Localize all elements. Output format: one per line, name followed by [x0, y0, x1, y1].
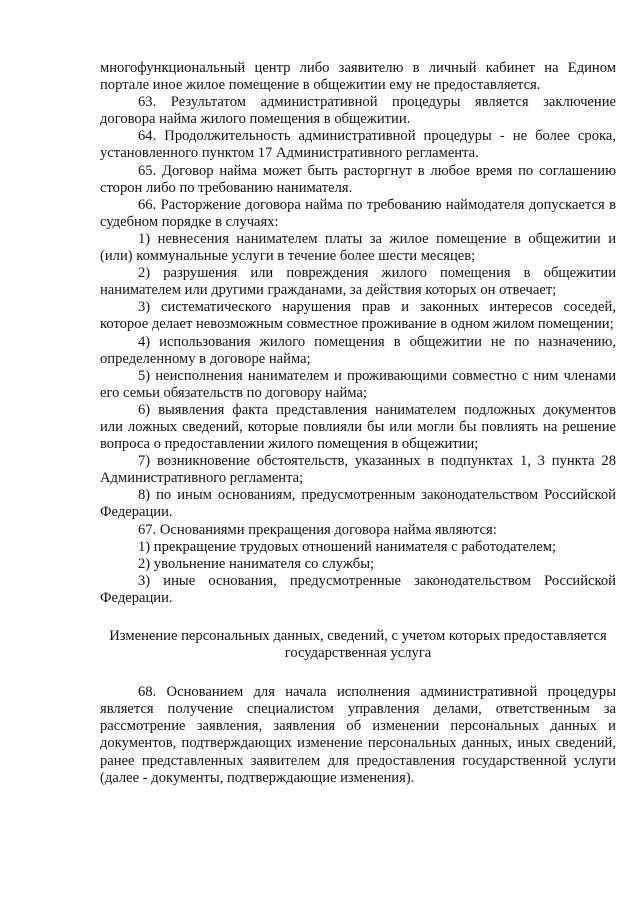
paragraph: 67. Основаниями прекращения договора найма являются: [138, 521, 497, 538]
section-heading-line-1: Изменение персональных данных, сведений, с учетом которых предоставляется [109, 628, 607, 644]
paragraph: 66. Расторжение договора найма по требованию наймодателя допускается в судебном порядке в случаях: [100, 196, 616, 230]
paragraph: 65. Договор найма может быть расторгнут в любое время по соглашению сторон либо по требованию нанимателя. [100, 162, 616, 196]
paragraph: 7) возникновение обстоятельств, указанных в подпунктах 1, 3 пункта 28 Административного регламента; [100, 453, 616, 487]
paragraph: 3) иные основания, предусмотренные законодательством Российской Федерации. [100, 572, 616, 606]
paragraph-68: 68. Основанием для начала исполнения административной процедуры является получение специалистом управления делами, ответственным за рассмотрение заявления, заявления об изменении персональных данных и документов, подтверждающих изменение персональных данных, иных сведений, ранее представленных заявителем для предоставления государственной услуги (далее - документы, подтверждающие изменения). [100, 684, 616, 786]
document-page [100, 60, 616, 787]
paragraph: многофункциональный центр либо заявителю в личный кабинет на Едином портале иное жилое помещение в общежитии ему не предоставляется. [100, 60, 616, 94]
paragraph: 4) использования жилого помещения в общежитии не по назначению, определенному в договоре найма; [100, 333, 616, 367]
paragraph: 64. Продолжительность административной процедуры - не более срока, установленного пунктом 17 Административного регламента. [100, 128, 616, 162]
paragraph: 63. Результатом административной процедуры является заключение договора найма жилого помещения в общежитии. [100, 94, 616, 128]
section-heading [100, 628, 616, 662]
paragraph: 8) по иным основаниям, предусмотренным законодательством Российской Федерации. [100, 487, 616, 521]
paragraph: 5) неисполнения нанимателем и проживающими совместно с ним членами его семьи обязательств по договору найма; [100, 367, 616, 401]
paragraph: 2) разрушения или повреждения жилого помещения в общежитии нанимателем или другими гражданами, за действия которых он отвечает; [100, 265, 616, 299]
paragraph: 6) выявления факта представления нанимателем подложных документов или ложных сведений, которые повлияли бы или могли бы повлиять на решение вопроса о предоставлении жилого помещения в общежитии; [100, 401, 616, 453]
paragraph: 1) невнесения нанимателем платы за жилое помещение в общежитии и (или) коммунальные услуги в течение более шести месяцев; [100, 230, 616, 265]
document-body [100, 60, 616, 607]
paragraph: 2) увольнение нанимателя со службы; [138, 555, 375, 572]
paragraph: 3) систематического нарушения прав и законных интересов соседей, которое делает невозможным совместное проживание в одном жилом помещении; [100, 299, 616, 333]
section-heading-line-2: государственная услуга [284, 645, 432, 662]
paragraph: 1) прекращение трудовых отношений нанимателя с работодателем; [138, 538, 557, 555]
